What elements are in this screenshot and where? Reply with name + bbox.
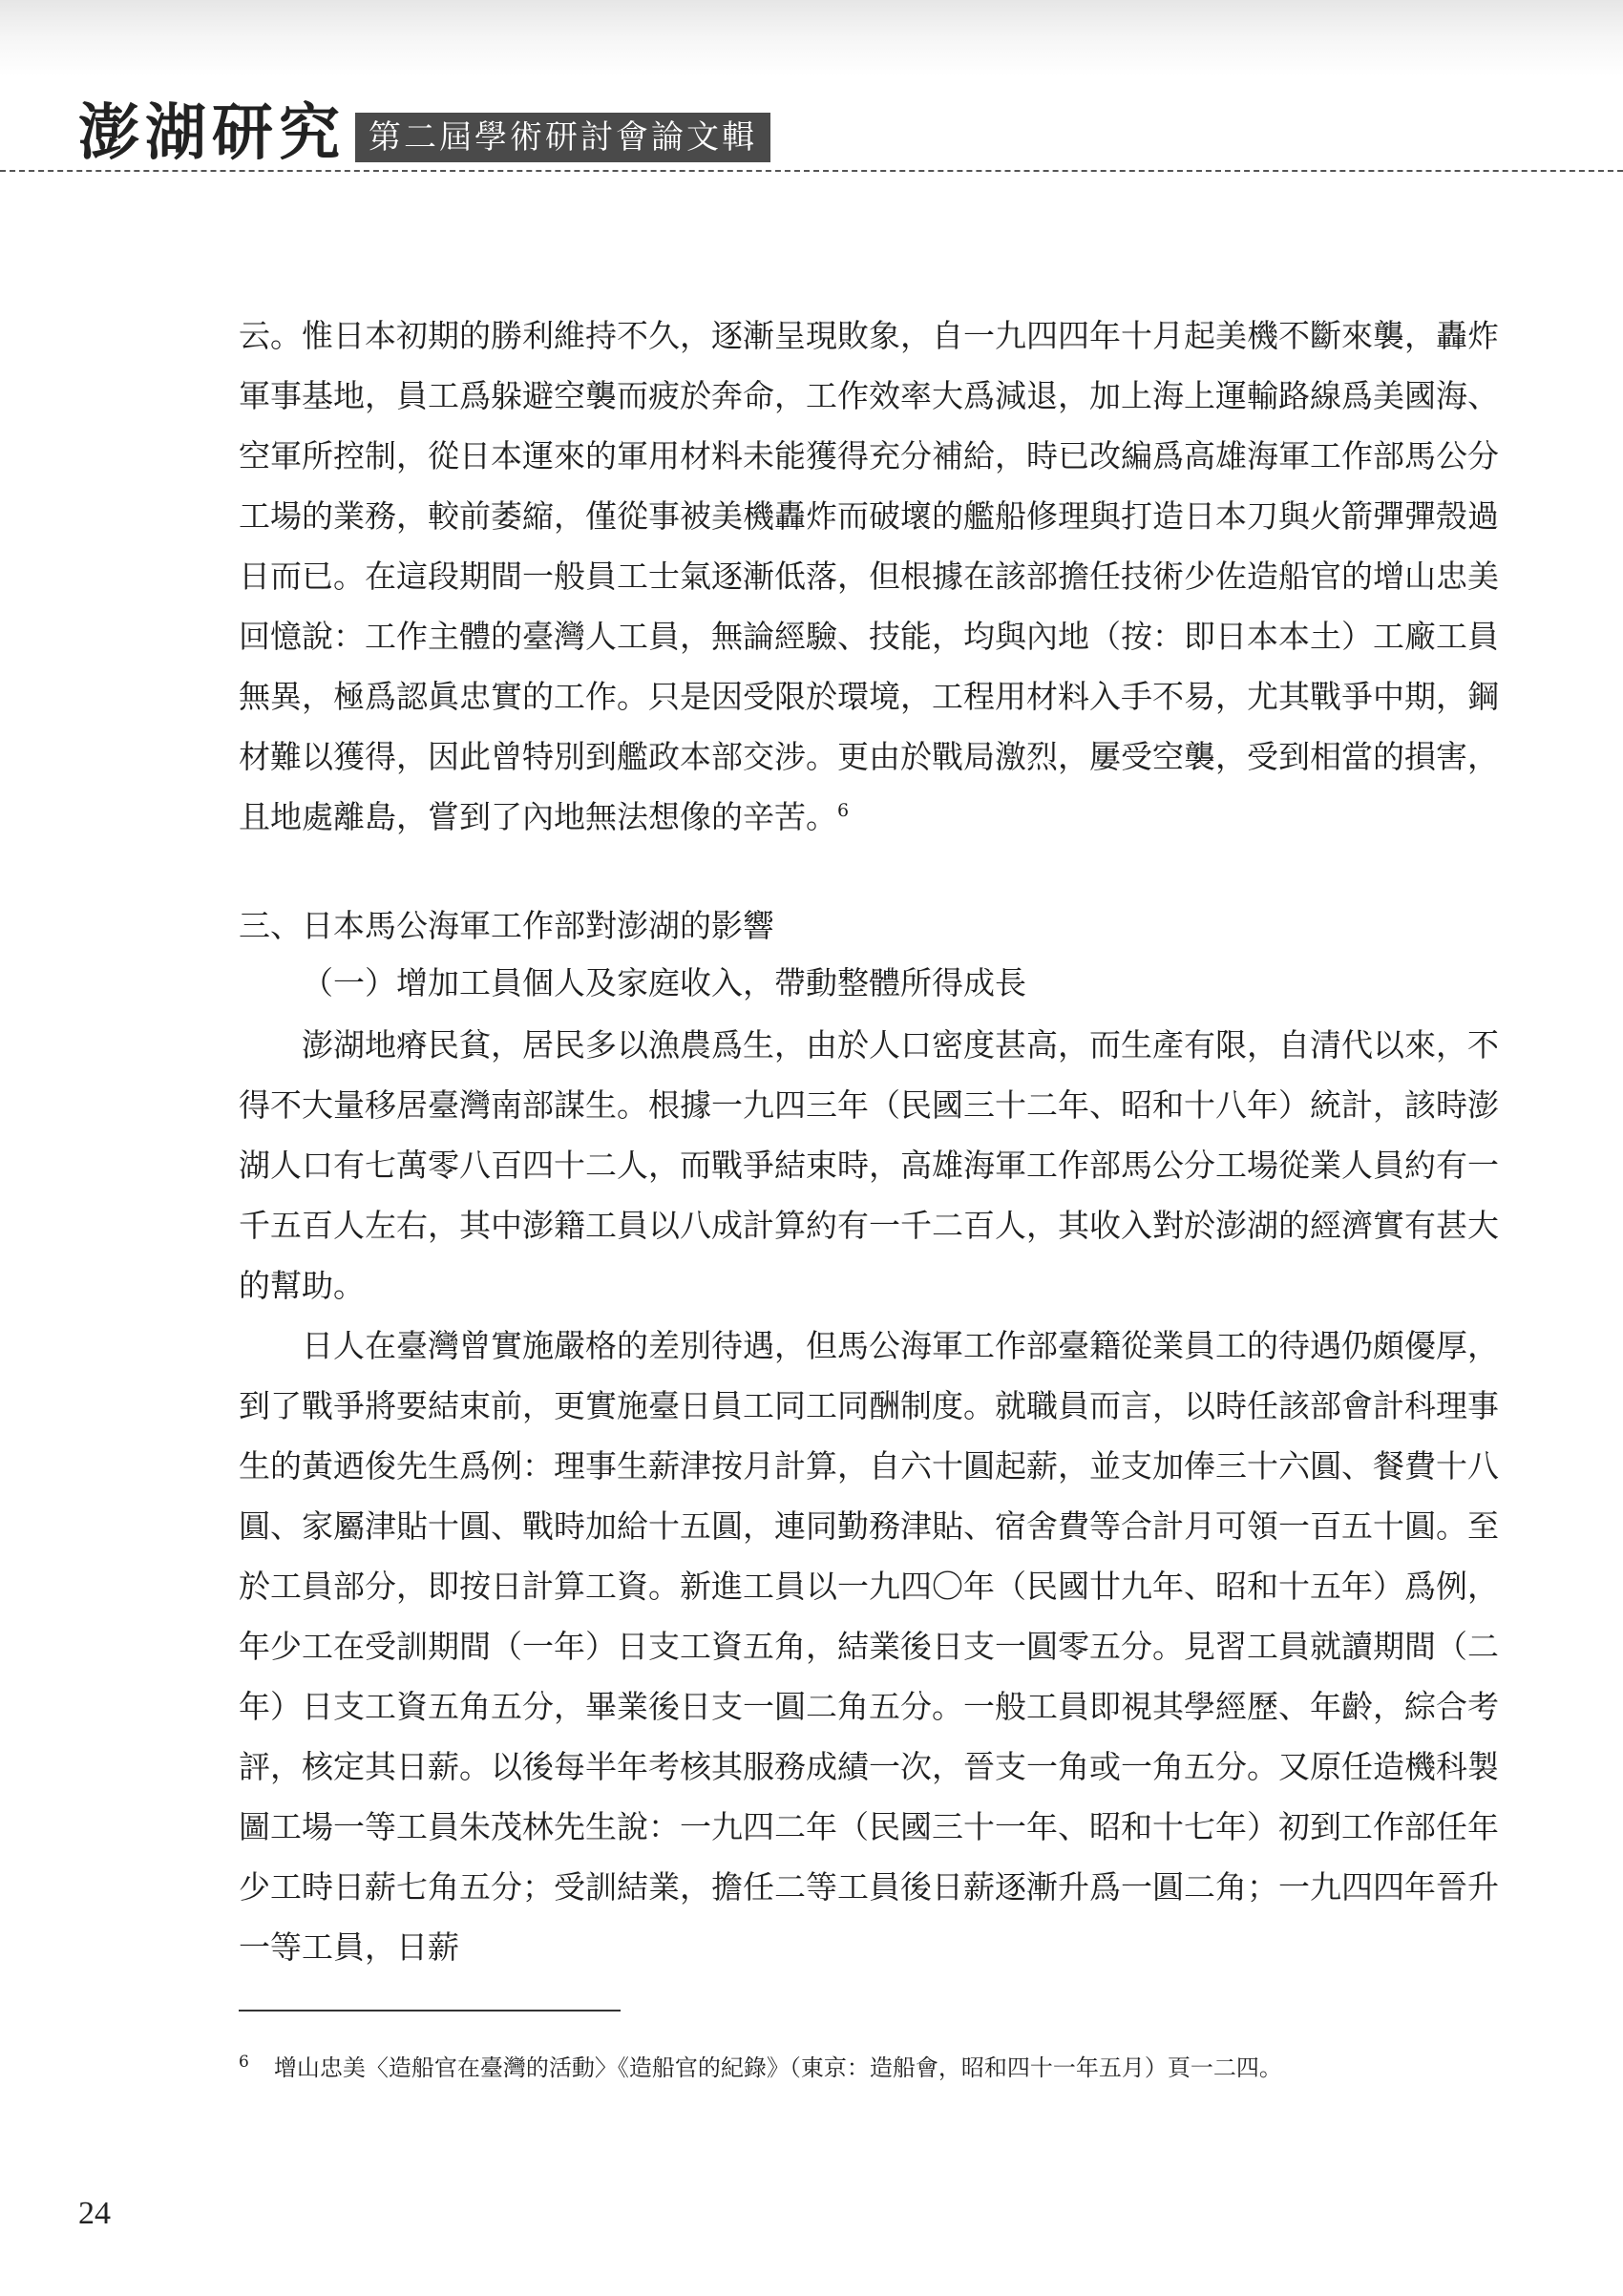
footnote-ref[interactable]: 6 [837, 800, 850, 821]
top-gradient-band [0, 0, 1623, 76]
section-heading: 三、日本馬公海軍工作部對澎湖的影響 [239, 907, 774, 944]
footnote [239, 2043, 1499, 2087]
journal-title: 澎湖研究 [78, 97, 346, 169]
running-header [78, 95, 770, 172]
footnote-number: 6 [239, 2053, 249, 2072]
paragraph-text: 云。惟日本初期的勝利維持不久，逐漸呈現敗象，自一九四四年十月起美機不斷來襲，轟炸軍事基地，員工爲躲避空襲而疲於奔命，工作效率大爲減退，加上海上運輸路線爲美國海、空軍所控制，從日本運來的軍用材料未能獲得充分補給，時已改編爲高雄海軍工作部馬公分工場的業務，較前萎縮，僅從事被美機轟炸而破壞的艦船修理與打造日本刀與火箭彈彈殼過日而已。在這段期間一般員工士氣逐漸低落，但根據在該部擔任技術少佐造船官的增山忠美回憶說：工作主體的臺灣人工員，無論經驗、技能，均與內地（按：即日本本土）工廠工員無異，極爲認眞忠實的工作。只是因受限於環境，工程用材料入手不易，尤其戰爭中期，鋼材難以獲得，因此曾特別到艦政本部交涉。更由於戰局激烈，屢受空襲，受到相當的損害，且地處離島，嘗到了內地無法想像的辛苦。 [239, 317, 1499, 835]
paragraph: 日人在臺灣曾實施嚴格的差別待遇，但馬公海軍工作部臺籍從業員工的待遇仍頗優厚，到了戰爭將要結束前，更實施臺日員工同工同酬制度。就職員而言，以時任該部會計科理事生的黃迺俊先生爲例：理事生薪津按月計算，自六十圓起薪，並支加俸三十六圓、餐費十八圓、家屬津貼十圓、戰時加給十五圓，連同勤務津貼、宿舍費等合計月可領一百五十圓。至於工員部分，即按日計算工資。新進工員以一九四〇年（民國廿九年、昭和十五年）爲例，年少工在受訓期間（一年）日支工資五角，結業後日支一圓零五分。見習工員就讀期間（二年）日支工資五角五分，畢業後日支一圓二角五分。一般工員即視其學經歷、年齡，綜合考評，核定其日薪。以後每半年考核其服務成績一次，晉支一角或一角五分。又原任造機科製圖工場一等工員朱茂林先生說：一九四二年（民國三十一年、昭和十七年）初到工作部任年少工時日薪七角五分；受訓結業，擔任二等工員後日薪逐漸升爲一圓二角；一九四四年晉升一等工員，日薪 [239, 1327, 1499, 1966]
footnote-text: 增山忠美〈造船官在臺灣的活動〉《造船官的紀錄》（東京：造船會，昭和四十一年五月）頁一二四。 [273, 2054, 1282, 2081]
page-number: 24 [78, 2196, 111, 2231]
subsection-heading: （一）增加工員個人及家庭收入，帶動整體所得成長 [302, 964, 1026, 1001]
header-dashed-rule [0, 170, 1623, 172]
main-text [239, 305, 1499, 1977]
journal-subtitle: 第二屆學術研討會論文輯 [355, 113, 770, 162]
paragraph: 澎湖地瘠民貧，居民多以漁農爲生，由於人口密度甚高，而生產有限，自清代以來，不得不大量移居臺灣南部謀生。根據一九四三年（民國三十二年、昭和十八年）統計，該時澎湖人口有七萬零八百四十二人，而戰爭結束時，高雄海軍工作部馬公分工場從業人員約有一千五百人左右，其中澎籍工員以八成計算約有一千二百人，其收入對於澎湖的經濟實有甚大的幫助。 [239, 1026, 1499, 1304]
paragraph-continued [239, 305, 1499, 847]
footnote-separator [239, 2010, 621, 2012]
